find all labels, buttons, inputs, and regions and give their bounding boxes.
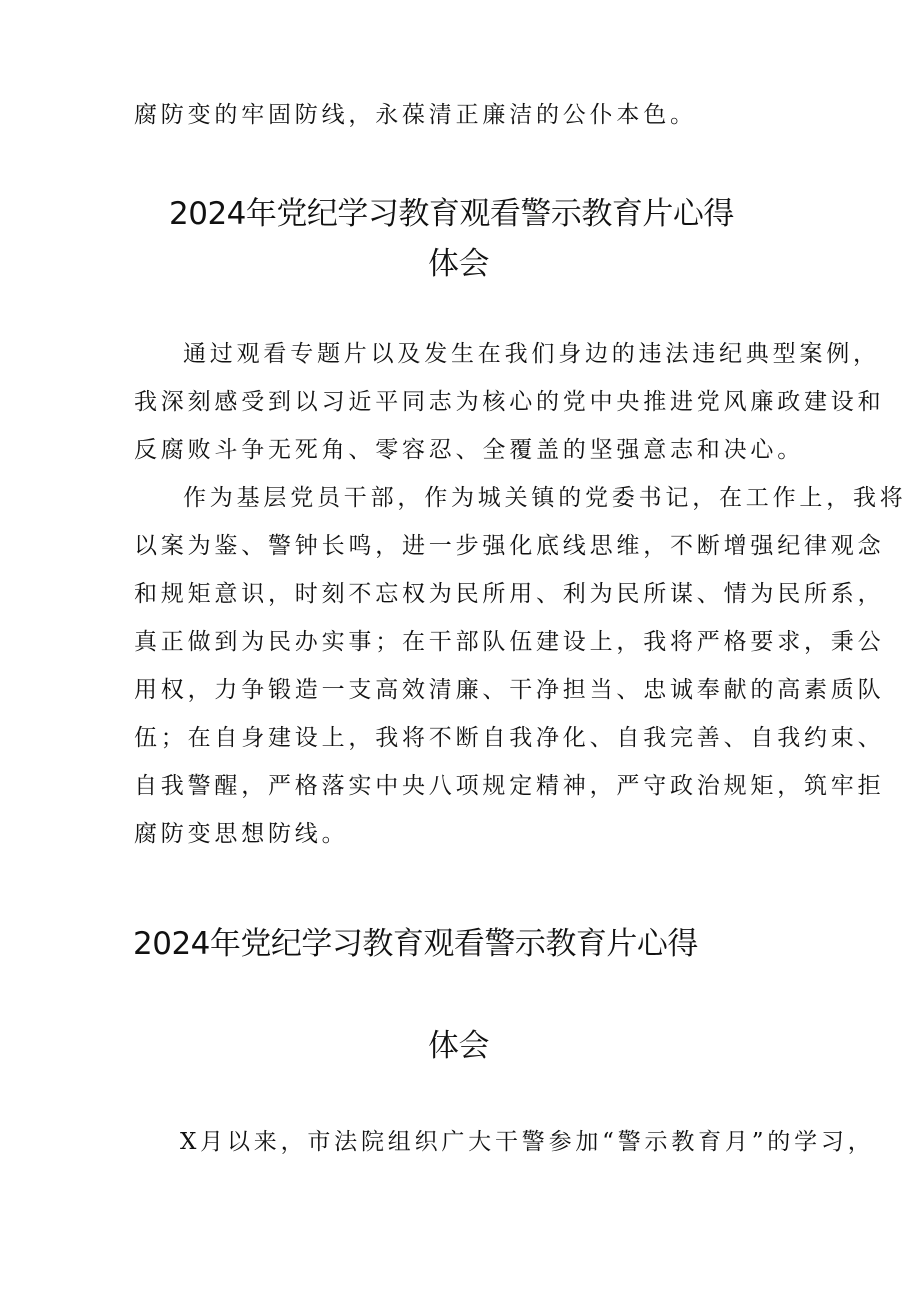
paragraph-line: 和规矩意识，时刻不忘权为民所用、利为民所谋、情为民所系， <box>134 581 885 607</box>
section-title-line: 2024年党纪学习教育观看警示教育片心得 <box>133 926 698 962</box>
paragraph-line: 我深刻感受到以习近平同志为核心的党中央推进党风廉政建设和 <box>134 389 885 415</box>
paragraph-line: 用权，力争锻造一支高效清廉、干净担当、忠诚奉献的高素质队 <box>134 677 885 703</box>
paragraph-line: 真正做到为民办实事；在干部队伍建设上，我将严格要求，秉公 <box>134 629 885 655</box>
paragraph-line: 伍；在自身建设上，我将不断自我净化、自我完善、自我约束、 <box>134 725 885 751</box>
paragraph-line: 反腐败斗争无死角、零容忍、全覆盖的坚强意志和决心。 <box>134 437 804 463</box>
paragraph-line: 以案为鉴、警钟长鸣，进一步强化底线思维，不断增强纪律观念 <box>134 533 885 559</box>
paragraph-line: 腐防变思想防线。 <box>134 821 349 847</box>
paragraph-line: 作为基层党员干部，作为城关镇的党委书记，在工作上，我将 <box>183 485 907 511</box>
section-title-line: 体会 <box>428 246 489 282</box>
paragraph-line: X月以来，市法院组织广大干警参加“警示教育月”的学习， <box>180 1129 875 1155</box>
section-title-line: 2024年党纪学习教育观看警示教育片心得 <box>169 196 734 232</box>
paragraph-line: 通过观看专题片以及发生在我们身边的违法违纪典型案例， <box>183 341 880 367</box>
section-title-line: 体会 <box>428 1028 489 1064</box>
paragraph-line: 自我警醒，严格落实中央八项规定精神，严守政治规矩，筑牢拒 <box>134 773 885 799</box>
paragraph-line: 腐防变的牢固防线，永葆清正廉洁的公仆本色。 <box>134 102 697 128</box>
